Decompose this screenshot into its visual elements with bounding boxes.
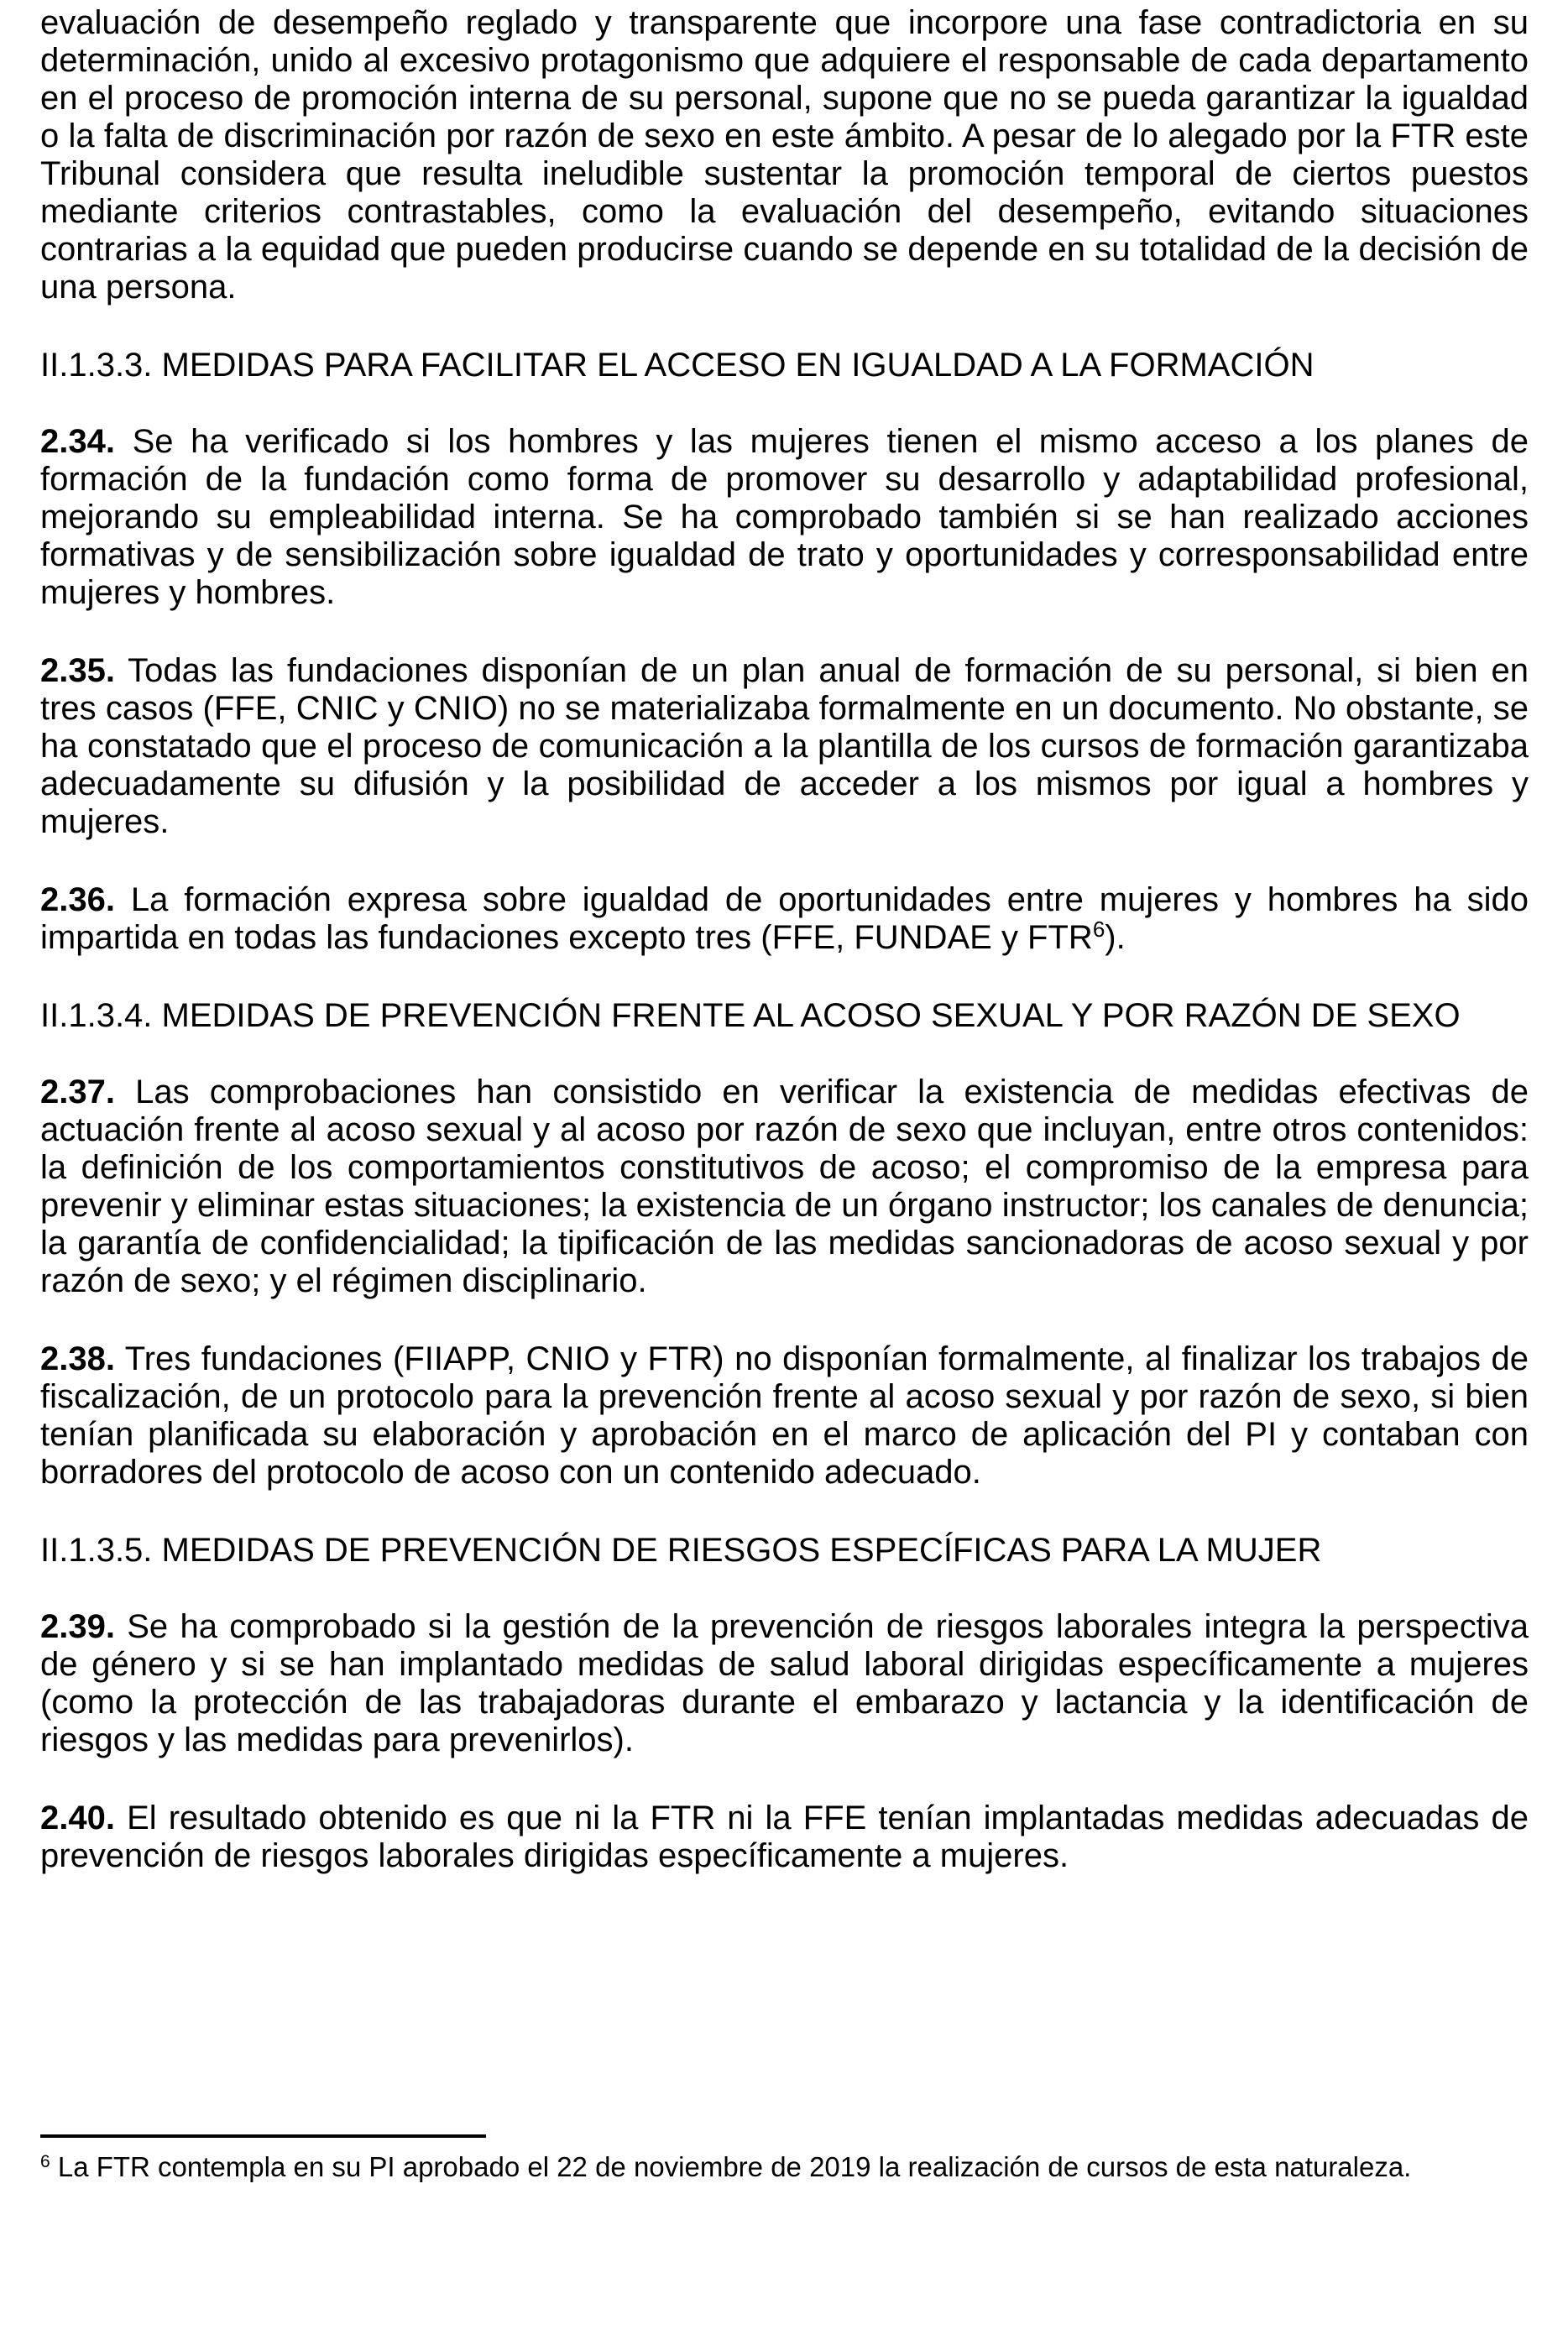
footnote-separator-rule <box>40 2134 486 2138</box>
paragraph-number-2-38: 2.38. <box>40 1340 115 1377</box>
paragraph-text-2-36-suffix: ). <box>1105 919 1126 956</box>
paragraph-2-39 <box>40 1608 1529 1759</box>
paragraph-text-2-38: Tres fundaciones (FIIAPP, CNIO y FTR) no disponían formalmente, al finalizar los trabajos de fiscalización, de un protocolo para la prevención frente al acoso sexual y por razón de sexo, si bien tenían planificada su elaboración y aprobación en el marco de aplicación del PI y contaban con borradores del protocolo de acoso con un contenido adecuado. <box>40 1340 1529 1491</box>
paragraph-intro-continuation: evaluación de desempeño reglado y transparente que incorpore una fase contradictoria en su determinación, unido al excesivo protagonismo que adquiere el responsable de cada departamento en el proceso de promoción interna de su personal, supone que no se pueda garantizar la igualdad o la falta de discriminación por razón de sexo en este ámbito. A pesar de lo alegado por la FTR este Tribunal considera que resulta ineludible sustentar la promoción temporal de ciertos puestos mediante criterios contrastables, como la evaluación del desempeño, evitando situaciones contrarias a la equidad que pueden producirse cuando se depende en su totalidad de la decisión de una persona. <box>40 4 1529 306</box>
paragraph-2-36 <box>40 881 1529 957</box>
section-heading-II-1-3-4: II.1.3.4. MEDIDAS DE PREVENCIÓN FRENTE AL ACOSO SEXUAL Y POR RAZÓN DE SEXO <box>40 997 1461 1034</box>
paragraph-2-34 <box>40 423 1529 612</box>
paragraph-2-40 <box>40 1800 1529 1875</box>
section-heading-II-1-3-3: II.1.3.3. MEDIDAS PARA FACILITAR EL ACCESO EN IGUALDAD A LA FORMACIÓN <box>40 347 1315 384</box>
paragraph-text-2-35: Todas las fundaciones disponían de un plan anual de formación de su personal, si bien en tres casos (FFE, CNIC y CNIO) no se materializaba formalmente en un documento. No obstante, se ha constatado que el proceso de comunicación a la plantilla de los cursos de formación garantizaba adecuadamente su difusión y la posibilidad de acceder a los mismos por igual a hombres y mujeres. <box>40 652 1529 840</box>
paragraph-2-38 <box>40 1340 1529 1492</box>
paragraph-2-37 <box>40 1074 1529 1300</box>
paragraph-text-2-34: Se ha verificado si los hombres y las mujeres tienen el mismo acceso a los planes de formación de la fundación como forma de promover su desarrollo y adaptabilidad profesional, mejorando su empleabilidad interna. Se ha comprobado también si se han realizado acciones formativas y de sensibilización sobre igualdad de trato y oportunidades y corresponsabilidad entre mujeres y hombres. <box>40 423 1529 611</box>
footnote-area <box>40 2134 1529 2184</box>
paragraph-number-2-35: 2.35. <box>40 652 115 689</box>
paragraph-text-2-37: Las comprobaciones han consistido en verificar la existencia de medidas efectivas de actuación frente al acoso sexual y al acoso por razón de sexo que incluyan, entre otros contenidos: la definición de los comportamientos constitutivos de acoso; el compromiso de la empresa para prevenir y eliminar estas situaciones; la existencia de un órgano instructor; los canales de denuncia; la garantía de confidencialidad; la tipificación de las medidas sancionadoras de acoso sexual y por razón de sexo; y el régimen disciplinario. <box>40 1074 1529 1299</box>
footnote-text: La FTR contempla en su PI aprobado el 22 de noviembre de 2019 la realización de cursos de esta naturaleza. <box>57 2151 1412 2182</box>
paragraph-number-2-37: 2.37. <box>40 1074 115 1110</box>
paragraph-number-2-36: 2.36. <box>40 881 115 918</box>
section-heading-II-1-3-5: II.1.3.5. MEDIDAS DE PREVENCIÓN DE RIESGOS ESPECÍFICAS PARA LA MUJER <box>40 1532 1322 1569</box>
paragraph-number-2-34: 2.34. <box>40 423 115 460</box>
footnote-reference-6: 6 <box>1092 917 1105 942</box>
footnote <box>40 2150 1529 2184</box>
paragraph-text-2-40: El resultado obtenido es que ni la FTR ni la FFE tenían implantadas medidas adecuadas de prevención de riesgos laborales dirigidas específicamente a mujeres. <box>40 1800 1529 1874</box>
paragraph-text-2-39: Se ha comprobado si la gestión de la prevención de riesgos laborales integra la perspectiva de género y si se han implantado medidas de salud laboral dirigidas específicamente a mujeres (como la protección de las trabajadoras durante el embarazo y lactancia y la identificación de riesgos y las medidas para prevenirlos). <box>40 1608 1529 1758</box>
footnote-marker-6: 6 <box>40 2152 50 2171</box>
paragraph-number-2-40: 2.40. <box>40 1800 115 1836</box>
paragraph-2-35 <box>40 652 1529 841</box>
paragraph-number-2-39: 2.39. <box>40 1608 115 1645</box>
paragraph-text-2-36: La formación expresa sobre igualdad de oportunidades entre mujeres y hombres ha sido impartida en todas las fundaciones excepto tres (FFE, FUNDAE y FTR <box>40 881 1529 956</box>
